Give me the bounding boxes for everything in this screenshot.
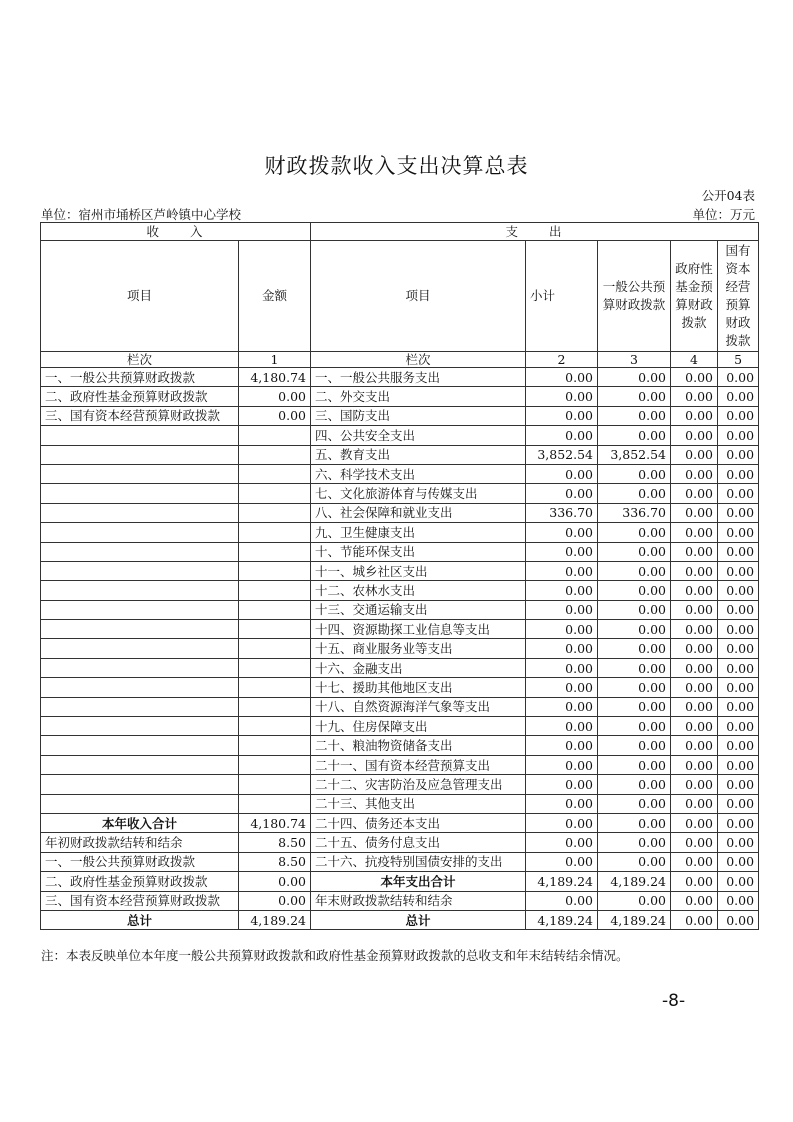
fund-budget-cell: 0.00: [671, 833, 718, 852]
fund-budget-cell: 0.00: [671, 484, 718, 503]
expense-item-cell: 十五、商业服务业等支出: [311, 639, 526, 658]
income-item-cell: 一、一般公共预算财政拨款: [41, 368, 239, 387]
general-budget-cell: 0.00: [598, 426, 671, 445]
currency-unit: 单位：万元: [692, 207, 755, 222]
expense-item-cell: 二十三、其他支出: [311, 794, 526, 813]
subtotal-cell: 336.70: [526, 503, 598, 522]
income-amount-cell: [239, 755, 311, 774]
header-income-item: 项目: [41, 241, 239, 352]
column-index-row: [41, 352, 759, 368]
state-capital-budget-cell: 0.00: [718, 484, 759, 503]
fund-budget-cell: 0.00: [671, 852, 718, 871]
general-budget-cell: 4,189.24: [598, 910, 671, 929]
state-capital-budget-cell: 0.00: [718, 813, 759, 832]
subtotal-cell: 0.00: [526, 523, 598, 542]
expense-item-cell: 三、国防支出: [311, 406, 526, 425]
income-amount-cell: 8.50: [239, 852, 311, 871]
state-capital-budget-cell: 0.00: [718, 464, 759, 483]
column-header-row: [41, 241, 759, 352]
income-item-cell: [41, 697, 239, 716]
state-capital-budget-cell: 0.00: [718, 600, 759, 619]
income-amount-cell: [239, 658, 311, 677]
income-amount-cell: [239, 503, 311, 522]
income-item-cell: [41, 600, 239, 619]
expense-item-cell: 十八、自然资源海洋气象等支出: [311, 697, 526, 716]
income-amount-cell: [239, 620, 311, 639]
income-amount-cell: [239, 639, 311, 658]
state-capital-budget-cell: 0.00: [718, 561, 759, 580]
subtotal-cell: 0.00: [526, 387, 598, 406]
state-capital-budget-cell: 0.00: [718, 503, 759, 522]
expense-item-cell: 总计: [311, 910, 526, 929]
general-budget-cell: 0.00: [598, 620, 671, 639]
table-row: [41, 833, 759, 852]
general-budget-cell: 0.00: [598, 581, 671, 600]
table-row: [41, 523, 759, 542]
income-amount-cell: 4,189.24: [239, 910, 311, 929]
state-capital-budget-cell: 0.00: [718, 639, 759, 658]
income-item-cell: 一、一般公共预算财政拨款: [41, 852, 239, 871]
expense-item-cell: 二十一、国有资本经营预算支出: [311, 755, 526, 774]
general-budget-cell: 0.00: [598, 561, 671, 580]
income-item-cell: 三、国有资本经营预算财政拨款: [41, 406, 239, 425]
subtotal-cell: 0.00: [526, 368, 598, 387]
general-budget-cell: 0.00: [598, 697, 671, 716]
state-capital-budget-cell: 0.00: [718, 910, 759, 929]
fund-budget-cell: 0.00: [671, 620, 718, 639]
table-row: [41, 717, 759, 736]
table-row: [41, 581, 759, 600]
subtotal-cell: 0.00: [526, 600, 598, 619]
table-row: [41, 755, 759, 774]
fund-budget-cell: 0.00: [671, 872, 718, 891]
fund-budget-cell: 0.00: [671, 639, 718, 658]
expense-item-cell: 十、节能环保支出: [311, 542, 526, 561]
state-capital-budget-cell: 0.00: [718, 368, 759, 387]
expense-item-cell: 十三、交通运输支出: [311, 600, 526, 619]
income-amount-cell: [239, 600, 311, 619]
general-budget-cell: 0.00: [598, 736, 671, 755]
state-capital-budget-cell: 0.00: [718, 872, 759, 891]
state-capital-budget-cell: 0.00: [718, 755, 759, 774]
state-capital-budget-cell: 0.00: [718, 717, 759, 736]
form-number: 公开04表: [701, 188, 755, 203]
income-amount-cell: [239, 736, 311, 755]
header-general-budget: 一般公共预算财政拨款: [598, 241, 671, 352]
income-item-cell: [41, 678, 239, 697]
subtotal-cell: 0.00: [526, 678, 598, 697]
income-item-cell: [41, 794, 239, 813]
state-capital-budget-cell: 0.00: [718, 542, 759, 561]
subtotal-cell: 4,189.24: [526, 910, 598, 929]
table-row: [41, 368, 759, 387]
fund-budget-cell: 0.00: [671, 406, 718, 425]
fund-budget-cell: 0.00: [671, 891, 718, 910]
income-amount-cell: 8.50: [239, 833, 311, 852]
income-item-cell: [41, 542, 239, 561]
state-capital-budget-cell: 0.00: [718, 523, 759, 542]
general-budget-cell: 0.00: [598, 658, 671, 677]
income-amount-cell: [239, 794, 311, 813]
income-amount-cell: 0.00: [239, 406, 311, 425]
income-item-cell: [41, 755, 239, 774]
general-budget-cell: 336.70: [598, 503, 671, 522]
index-income-label: 栏次: [41, 352, 239, 368]
income-amount-cell: [239, 717, 311, 736]
fund-budget-cell: 0.00: [671, 561, 718, 580]
table-row: [41, 658, 759, 677]
subtotal-cell: 0.00: [526, 833, 598, 852]
index-5: 5: [718, 352, 759, 368]
subtotal-cell: 0.00: [526, 891, 598, 910]
expense-item-cell: 本年支出合计: [311, 872, 526, 891]
income-section-label: 收 入: [41, 223, 311, 241]
expense-item-cell: 二十二、灾害防治及应急管理支出: [311, 775, 526, 794]
expense-item-cell: 十二、农林水支出: [311, 581, 526, 600]
expense-section-label: 支 出: [311, 223, 759, 241]
state-capital-budget-cell: 0.00: [718, 891, 759, 910]
subtotal-cell: 0.00: [526, 406, 598, 425]
income-item-cell: 年初财政拨款结转和结余: [41, 833, 239, 852]
income-item-cell: 二、政府性基金预算财政拨款: [41, 872, 239, 891]
section-header-row: [41, 223, 759, 241]
expense-item-cell: 二十四、债务还本支出: [311, 813, 526, 832]
general-budget-cell: 4,189.24: [598, 872, 671, 891]
header-subtotal: 小计: [526, 241, 598, 352]
income-item-cell: 三、国有资本经营预算财政拨款: [41, 891, 239, 910]
income-amount-cell: 0.00: [239, 891, 311, 910]
state-capital-budget-cell: 0.00: [718, 833, 759, 852]
index-4: 4: [671, 352, 718, 368]
header-income-amount: 金额: [239, 241, 311, 352]
income-amount-cell: [239, 523, 311, 542]
subtotal-cell: 0.00: [526, 639, 598, 658]
general-budget-cell: 0.00: [598, 387, 671, 406]
table-row: [41, 872, 759, 891]
state-capital-budget-cell: 0.00: [718, 387, 759, 406]
expense-item-cell: 十九、住房保障支出: [311, 717, 526, 736]
fund-budget-cell: 0.00: [671, 445, 718, 464]
general-budget-cell: 0.00: [598, 368, 671, 387]
table-row: [41, 852, 759, 871]
general-budget-cell: 0.00: [598, 717, 671, 736]
state-capital-budget-cell: 0.00: [718, 658, 759, 677]
expense-item-cell: 二十五、债务付息支出: [311, 833, 526, 852]
fund-budget-cell: 0.00: [671, 717, 718, 736]
income-item-cell: [41, 620, 239, 639]
fund-budget-cell: 0.00: [671, 387, 718, 406]
table-row: [41, 794, 759, 813]
income-item-cell: [41, 426, 239, 445]
income-item-cell: [41, 523, 239, 542]
table-row: [41, 678, 759, 697]
general-budget-cell: 0.00: [598, 775, 671, 794]
expense-item-cell: 年末财政拨款结转和结余: [311, 891, 526, 910]
state-capital-budget-cell: 0.00: [718, 406, 759, 425]
fund-budget-cell: 0.00: [671, 426, 718, 445]
income-amount-cell: 4,180.74: [239, 813, 311, 832]
state-capital-budget-cell: 0.00: [718, 426, 759, 445]
income-amount-cell: [239, 775, 311, 794]
table-row: [41, 639, 759, 658]
state-capital-budget-cell: 0.00: [718, 736, 759, 755]
fund-budget-cell: 0.00: [671, 910, 718, 929]
page-number: -8-: [662, 991, 686, 1011]
general-budget-cell: 0.00: [598, 755, 671, 774]
expense-item-cell: 六、科学技术支出: [311, 464, 526, 483]
general-budget-cell: 0.00: [598, 794, 671, 813]
income-item-cell: [41, 464, 239, 483]
income-amount-cell: 4,180.74: [239, 368, 311, 387]
expense-item-cell: 四、公共安全支出: [311, 426, 526, 445]
fund-budget-cell: 0.00: [671, 523, 718, 542]
income-amount-cell: [239, 426, 311, 445]
subtotal-cell: 0.00: [526, 813, 598, 832]
state-capital-budget-cell: 0.00: [718, 445, 759, 464]
subtotal-cell: 0.00: [526, 620, 598, 639]
footnote: 注：本表反映单位本年度一般公共预算财政拨款和政府性基金预算财政拨款的总收支和年末结转结余情况。: [41, 948, 629, 963]
fund-budget-cell: 0.00: [671, 794, 718, 813]
income-item-cell: [41, 717, 239, 736]
subtotal-cell: 0.00: [526, 794, 598, 813]
table-row: [41, 697, 759, 716]
table-row: [41, 600, 759, 619]
expense-item-cell: 二、外交支出: [311, 387, 526, 406]
table-row: [41, 736, 759, 755]
income-amount-cell: [239, 561, 311, 580]
fund-budget-cell: 0.00: [671, 755, 718, 774]
subtotal-cell: 0.00: [526, 561, 598, 580]
general-budget-cell: 0.00: [598, 406, 671, 425]
index-3: 3: [598, 352, 671, 368]
table-row: [41, 620, 759, 639]
state-capital-budget-cell: 0.00: [718, 775, 759, 794]
income-item-cell: 总计: [41, 910, 239, 929]
fund-budget-cell: 0.00: [671, 368, 718, 387]
fund-budget-cell: 0.00: [671, 658, 718, 677]
fund-budget-cell: 0.00: [671, 600, 718, 619]
income-amount-cell: [239, 697, 311, 716]
general-budget-cell: 0.00: [598, 833, 671, 852]
fund-budget-cell: 0.00: [671, 503, 718, 522]
expense-item-cell: 七、文化旅游体育与传媒支出: [311, 484, 526, 503]
subtotal-cell: 0.00: [526, 717, 598, 736]
header-fund-budget: 政府性基金预算财政拨款: [671, 241, 718, 352]
general-budget-cell: 0.00: [598, 852, 671, 871]
fund-budget-cell: 0.00: [671, 581, 718, 600]
expense-item-cell: 八、社会保障和就业支出: [311, 503, 526, 522]
expense-item-cell: 二十六、抗疫特别国债安排的支出: [311, 852, 526, 871]
general-budget-cell: 0.00: [598, 464, 671, 483]
general-budget-cell: 0.00: [598, 523, 671, 542]
state-capital-budget-cell: 0.00: [718, 620, 759, 639]
income-item-cell: [41, 484, 239, 503]
page-title: 财政拨款收入支出决算总表: [264, 154, 529, 178]
table-row: [41, 387, 759, 406]
general-budget-cell: 0.00: [598, 639, 671, 658]
table-row: [41, 542, 759, 561]
expense-item-cell: 五、教育支出: [311, 445, 526, 464]
income-amount-cell: [239, 484, 311, 503]
expense-item-cell: 二十、粮油物资储备支出: [311, 736, 526, 755]
expense-item-cell: 十一、城乡社区支出: [311, 561, 526, 580]
expense-item-cell: 十四、资源勘探工业信息等支出: [311, 620, 526, 639]
income-item-cell: [41, 445, 239, 464]
table-row: [41, 484, 759, 503]
table-row: [41, 813, 759, 832]
table-row: [41, 561, 759, 580]
general-budget-cell: 0.00: [598, 484, 671, 503]
income-item-cell: [41, 561, 239, 580]
general-budget-cell: 0.00: [598, 678, 671, 697]
income-amount-cell: [239, 445, 311, 464]
table-row: [41, 406, 759, 425]
subtotal-cell: 0.00: [526, 736, 598, 755]
table-row: [41, 445, 759, 464]
income-item-cell: [41, 581, 239, 600]
income-amount-cell: 0.00: [239, 872, 311, 891]
header-state-capital-budget: 国有资本经营预算财政拨款: [718, 241, 759, 352]
state-capital-budget-cell: 0.00: [718, 697, 759, 716]
expense-item-cell: 一、一般公共服务支出: [311, 368, 526, 387]
fund-budget-cell: 0.00: [671, 697, 718, 716]
table-row: [41, 426, 759, 445]
table-row: [41, 775, 759, 794]
subtotal-cell: 0.00: [526, 697, 598, 716]
fund-budget-cell: 0.00: [671, 736, 718, 755]
appropriation-summary-table: [40, 222, 759, 930]
income-item-cell: [41, 775, 239, 794]
fund-budget-cell: 0.00: [671, 813, 718, 832]
index-expense-label: 栏次: [311, 352, 526, 368]
state-capital-budget-cell: 0.00: [718, 852, 759, 871]
income-item-cell: [41, 658, 239, 677]
income-amount-cell: [239, 542, 311, 561]
expense-item-cell: 十六、金融支出: [311, 658, 526, 677]
subtotal-cell: 0.00: [526, 852, 598, 871]
state-capital-budget-cell: 0.00: [718, 794, 759, 813]
fund-budget-cell: 0.00: [671, 775, 718, 794]
income-item-cell: 二、政府性基金预算财政拨款: [41, 387, 239, 406]
table-row: [41, 891, 759, 910]
subtotal-cell: 0.00: [526, 775, 598, 794]
income-item-cell: [41, 639, 239, 658]
income-item-cell: [41, 503, 239, 522]
subtotal-cell: 0.00: [526, 464, 598, 483]
reporting-unit: 单位：宿州市埇桥区芦岭镇中心学校: [41, 207, 242, 222]
subtotal-cell: 0.00: [526, 755, 598, 774]
general-budget-cell: 0.00: [598, 891, 671, 910]
subtotal-cell: 0.00: [526, 484, 598, 503]
general-budget-cell: 3,852.54: [598, 445, 671, 464]
income-amount-cell: [239, 464, 311, 483]
fund-budget-cell: 0.00: [671, 542, 718, 561]
fund-budget-cell: 0.00: [671, 464, 718, 483]
income-amount-cell: 0.00: [239, 387, 311, 406]
table-row: [41, 464, 759, 483]
state-capital-budget-cell: 0.00: [718, 678, 759, 697]
general-budget-cell: 0.00: [598, 600, 671, 619]
subtotal-cell: 3,852.54: [526, 445, 598, 464]
table-row: [41, 503, 759, 522]
subtotal-cell: 0.00: [526, 542, 598, 561]
fund-budget-cell: 0.00: [671, 678, 718, 697]
subtotal-cell: 0.00: [526, 658, 598, 677]
state-capital-budget-cell: 0.00: [718, 581, 759, 600]
general-budget-cell: 0.00: [598, 813, 671, 832]
expense-item-cell: 九、卫生健康支出: [311, 523, 526, 542]
subtotal-cell: 0.00: [526, 426, 598, 445]
income-amount-cell: [239, 581, 311, 600]
header-expense-item: 项目: [311, 241, 526, 352]
subtotal-cell: 0.00: [526, 581, 598, 600]
index-2: 2: [526, 352, 598, 368]
expense-item-cell: 十七、援助其他地区支出: [311, 678, 526, 697]
table-row: [41, 910, 759, 929]
index-1: 1: [239, 352, 311, 368]
income-item-cell: 本年收入合计: [41, 813, 239, 832]
income-item-cell: [41, 736, 239, 755]
subtotal-cell: 4,189.24: [526, 872, 598, 891]
income-amount-cell: [239, 678, 311, 697]
general-budget-cell: 0.00: [598, 542, 671, 561]
